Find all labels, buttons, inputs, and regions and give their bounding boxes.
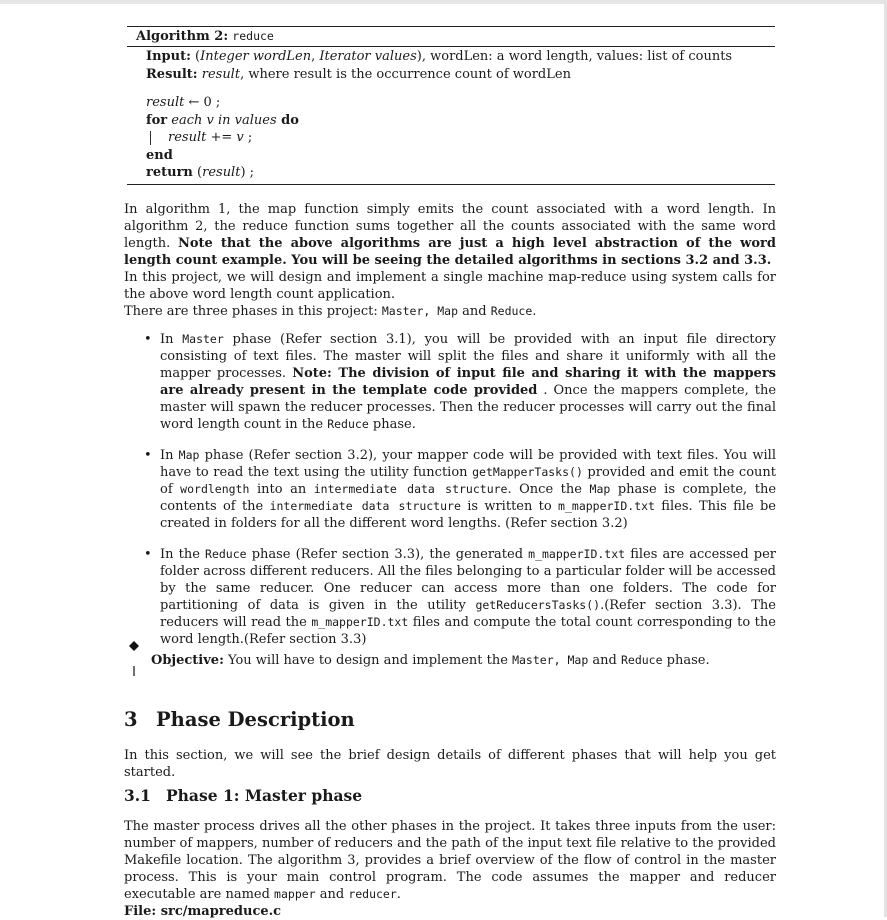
result-var: result bbox=[201, 67, 241, 82]
intro-p3-c: . bbox=[532, 304, 537, 319]
input-sig-b: Iterator values bbox=[319, 49, 417, 64]
b1-code2: Reduce bbox=[327, 417, 369, 431]
input-sig-open: ( bbox=[195, 49, 201, 64]
intro-paragraph-3 bbox=[124, 303, 776, 320]
b3-d: .(Refer section 3.3). The reducers will read the bbox=[160, 598, 776, 630]
bullet-dot: • bbox=[144, 332, 152, 347]
algorithm-name: reduce bbox=[232, 29, 274, 43]
intro-p1: In algorithm 1, the map function simply emits the count associated with a word length. In algorithm 2, the reduce function sums together all the counts associated with the same word length. bbox=[124, 202, 776, 251]
bullet-master bbox=[140, 331, 776, 433]
for-keyword: for bbox=[146, 112, 168, 128]
objective-a: You will have to design and implement the bbox=[223, 653, 513, 668]
bullet-dot: • bbox=[144, 547, 152, 562]
for-var-values: values bbox=[234, 112, 277, 128]
algorithm-body bbox=[127, 86, 775, 184]
for-var-v: v bbox=[206, 112, 214, 128]
intro-p3-code2: Reduce bbox=[490, 304, 533, 318]
s31-code1: mapper bbox=[274, 887, 316, 901]
b2-a: In bbox=[160, 448, 179, 463]
algorithm-line-return bbox=[146, 164, 775, 182]
input-label: Input: bbox=[146, 49, 191, 64]
s31-p-c: . bbox=[396, 887, 401, 902]
section-3-heading bbox=[124, 708, 355, 731]
intro-p3-b: and bbox=[458, 304, 491, 319]
input-sig-close: ) bbox=[416, 49, 422, 64]
b3-a: In the bbox=[160, 547, 206, 562]
section-3-1-heading bbox=[124, 786, 362, 805]
intro-p3-a: There are three phases in this project: bbox=[124, 304, 382, 319]
s31-p-b: and bbox=[315, 887, 349, 902]
b2-code2: getMapperTasks() bbox=[472, 465, 583, 479]
intro-p1-bold: Note that the above algorithms are just a high level abstraction of the word length count example. You will be seeing the detailed algorithms in sections 3.2 and 3.3. bbox=[124, 236, 776, 268]
algorithm-result-line bbox=[146, 66, 775, 84]
phase-bullet-list bbox=[140, 331, 776, 662]
b1-bold: Note: The division of input file and sharing it with the mappers are already present in the template code provided bbox=[160, 366, 776, 398]
algorithm-line-loop bbox=[146, 129, 775, 147]
loop-v: v bbox=[236, 130, 244, 145]
bullet-map bbox=[140, 447, 776, 532]
objective-code2: Reduce bbox=[620, 653, 663, 667]
init-var: result bbox=[146, 95, 185, 110]
b3-code3: getReducersTasks() bbox=[475, 598, 601, 612]
b1-code1: Master bbox=[182, 332, 224, 346]
objective-diamond-icon bbox=[124, 639, 144, 679]
init-rest: ← 0 ; bbox=[184, 95, 221, 110]
objective-code1: Master, Map bbox=[512, 653, 589, 667]
section-3-title: Phase Description bbox=[156, 708, 355, 731]
b2-code6: intermediate data structure bbox=[269, 499, 461, 513]
section-3-number: 3 bbox=[124, 708, 138, 731]
for-mid-b: in bbox=[213, 112, 235, 128]
section-3-1-body bbox=[124, 818, 776, 920]
input-sig-a: Integer wordLen bbox=[200, 49, 312, 64]
loop-op: += bbox=[206, 130, 237, 145]
s31-code2: reducer bbox=[348, 887, 397, 901]
b2-c: provided and emit the count of bbox=[160, 465, 777, 497]
bullet-dot: • bbox=[144, 448, 152, 463]
b2-b: phase (Refer section 3.2), your mapper code will be provided with text files. You will have to read the text using the utility function bbox=[160, 448, 777, 480]
return-keyword: return bbox=[146, 165, 193, 180]
b2-code5: Map bbox=[589, 482, 611, 496]
algorithm-bottom-rule bbox=[127, 184, 775, 185]
b2-h: files. This file be created in folders for all the different word lengths. (Refer section 3.2) bbox=[160, 499, 776, 531]
return-open: ( bbox=[192, 165, 203, 180]
objective-box bbox=[124, 639, 776, 679]
loop-end: ; bbox=[243, 130, 253, 145]
b3-code4: m_mapperID.txt bbox=[311, 615, 409, 629]
return-var: result bbox=[202, 165, 241, 180]
b2-g: is written to bbox=[460, 499, 559, 514]
result-desc: , where result is the occurrence count of wordLen bbox=[240, 67, 571, 82]
b2-code7: m_mapperID.txt bbox=[558, 499, 655, 513]
b3-b: phase (Refer section 3.3), the generated bbox=[246, 547, 529, 562]
loop-var: result bbox=[168, 130, 207, 145]
b2-f: phase is complete, the contents of the bbox=[160, 482, 777, 514]
s31-file: File: src/mapreduce.c bbox=[124, 904, 282, 919]
b1-b: phase (Refer section 3.1), you will be provided with an input file directory consisting of text files. The master will split the files and share it uniformly with all the mapper processes. bbox=[160, 332, 776, 381]
objective-text bbox=[151, 652, 710, 669]
algorithm-header bbox=[127, 27, 775, 46]
section-3-1-paragraph bbox=[124, 818, 776, 903]
b1-a: In bbox=[160, 332, 183, 347]
b1-d: phase. bbox=[368, 417, 416, 432]
bullet-reduce bbox=[140, 546, 776, 648]
section-3-1-file-line bbox=[124, 903, 776, 920]
objective-b: and bbox=[588, 653, 621, 668]
page-edge-top bbox=[0, 0, 887, 4]
result-label: Result: bbox=[146, 67, 198, 82]
algorithm-io bbox=[127, 47, 775, 86]
section-3-1-title: Phase 1: Master phase bbox=[166, 786, 363, 805]
b2-code3: wordlength bbox=[180, 482, 250, 496]
s31-p-a: The master process drives all the other phases in the project. It takes three inputs from the user: number of mappers, number of reducers and the path of the input text file relative to the provided Makefile location. The algorithm 3, provides a brief overview of the flow of control in the master process. This is your main control program. The code assumes the mapper and reducer executable are named bbox=[124, 819, 776, 902]
input-desc: , wordLen: a word length, values: list of counts bbox=[421, 49, 733, 64]
intro-paragraph-2: In this project, we will design and implement a single machine map-reduce using system calls for the above word length count application. bbox=[124, 270, 776, 302]
intro-text bbox=[124, 201, 776, 320]
b2-d: into an bbox=[249, 482, 314, 497]
b2-code1: Map bbox=[178, 448, 200, 462]
b3-code2: m_mapperID.txt bbox=[528, 547, 626, 561]
algorithm-input-line bbox=[146, 48, 775, 66]
objective-c: phase. bbox=[662, 653, 710, 668]
intro-p3-code: Master, Map bbox=[381, 304, 459, 318]
do-keyword: do bbox=[276, 112, 299, 128]
input-sig-sep: , bbox=[311, 49, 320, 64]
algorithm-line-for bbox=[146, 112, 775, 130]
for-mid-a: each bbox=[167, 112, 207, 128]
algorithm-line-init bbox=[146, 94, 775, 112]
algorithm-label: Algorithm 2: bbox=[136, 29, 229, 44]
b3-code1: Reduce bbox=[205, 547, 247, 561]
return-close: ) ; bbox=[240, 165, 255, 180]
section-3-intro bbox=[124, 747, 776, 781]
b1-c: . Once the mappers complete, the master will spawn the reducer processes. Then the reducer processes will carry out the final word length count in the bbox=[160, 383, 777, 432]
end-keyword: end bbox=[146, 147, 173, 163]
b3-e: files and compute the total count corresponding to the word length.(Refer section 3.3) bbox=[160, 615, 776, 647]
intro-paragraph-1 bbox=[124, 201, 776, 269]
section-3-intro-text: In this section, we will see the brief design details of different phases that will help you get started. bbox=[124, 748, 776, 780]
b2-e: . Once the bbox=[507, 482, 590, 497]
algorithm-box bbox=[127, 26, 775, 185]
algorithm-line-end bbox=[146, 147, 775, 165]
b3-c: files are accessed per folder across different reducers. All the files belonging to a particular folder will be accessed by the same reducer. One reducer can access more than one folders. The code for partitioning of data is given in the utility bbox=[160, 547, 776, 613]
section-3-1-number: 3.1 bbox=[124, 786, 151, 805]
objective-label: Objective: bbox=[151, 653, 224, 668]
b2-code4: intermediate data structure bbox=[313, 482, 508, 496]
